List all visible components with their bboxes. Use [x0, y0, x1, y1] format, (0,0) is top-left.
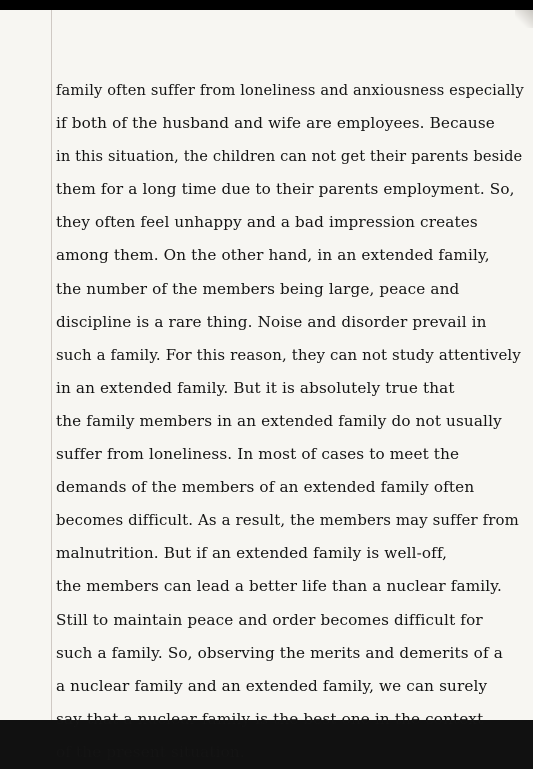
text-line: the members can lead a better life than a nuclear family.: [56, 577, 502, 596]
text-line: Still to maintain peace and order becomes difficult for: [56, 610, 483, 629]
text-line: if both of the husband and wife are employees. Because: [56, 114, 495, 133]
text-line: family often suffer from loneliness and anxiousness especially: [56, 82, 524, 99]
text-line: becomes difficult. As a result, the members may suffer from: [56, 511, 519, 530]
text-line: such a family. So, observing the merits and demerits of a: [56, 643, 503, 662]
text-line: malnutrition. But if an extended family is well-off,: [56, 544, 448, 563]
text-line: a nuclear family and an extended family, we can surely: [56, 676, 488, 695]
text-line: such a family. For this reason, they can not study attentively: [56, 345, 521, 364]
text-line: of the present situation.: [56, 742, 245, 761]
notebook-page: [0, 10, 533, 761]
text-line: discipline is a rare thing. Noise and disorder prevail in: [56, 312, 487, 331]
margin-line: [51, 10, 52, 720]
photo-top-border: [0, 0, 533, 10]
handwritten-text: [56, 74, 526, 769]
text-line: among them. On the other hand, in an extended family,: [56, 246, 490, 265]
text-line: the family members in an extended family do not usually: [56, 411, 502, 430]
text-line: them for a long time due to their parents employment. So,: [56, 180, 515, 199]
text-line: they often feel unhappy and a bad impression creates: [56, 213, 478, 232]
text-line: demands of the members of an extended family often: [56, 478, 475, 497]
text-line: the number of the members being large, peace and: [56, 279, 460, 298]
text-line: say that a nuclear family is the best one in the context: [56, 709, 484, 728]
text-line: suffer from loneliness. In most of cases to meet the: [56, 445, 460, 464]
text-line: in this situation, the children can not get their parents beside: [56, 148, 523, 166]
text-line: in an extended family. But it is absolutely true that: [56, 378, 455, 397]
page-corner-shadow: [515, 10, 533, 28]
